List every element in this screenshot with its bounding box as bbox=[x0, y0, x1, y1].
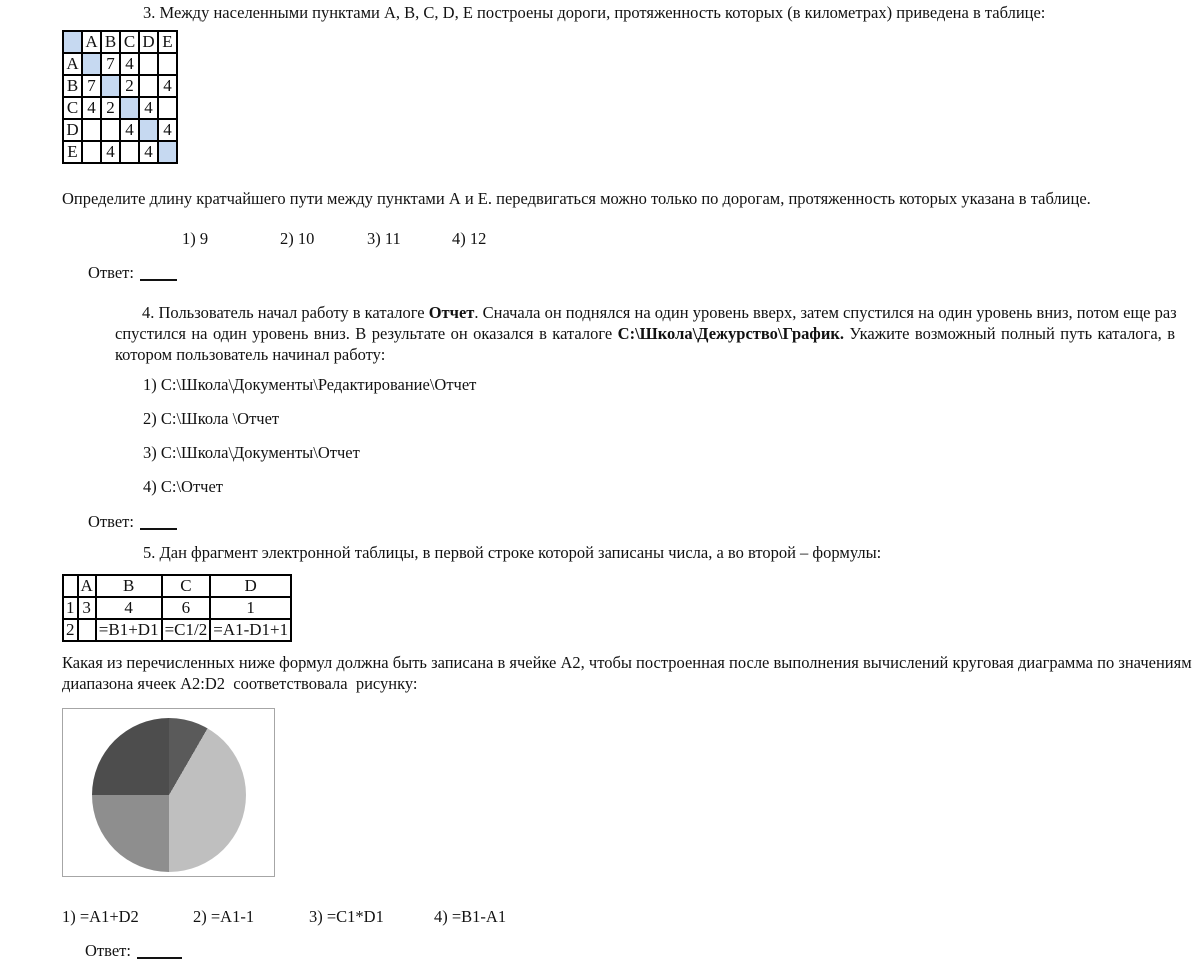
row-header: D bbox=[63, 119, 82, 141]
distance-cell: 7 bbox=[82, 75, 101, 97]
answer-label: Ответ: bbox=[88, 512, 134, 531]
q4-text: Укажите возможный полный путь каталога, в bbox=[843, 324, 1176, 343]
distance-cell: 4 bbox=[158, 75, 177, 97]
q4-text: . Сначала он поднялся на один уровень вверх, затем спустился на один уровень вниз, потом еще раз bbox=[474, 303, 1177, 322]
distance-cell bbox=[101, 119, 120, 141]
sheet-cell bbox=[78, 619, 96, 641]
distance-cell: 7 bbox=[101, 53, 120, 75]
answer-label: Ответ: bbox=[88, 263, 134, 282]
distance-cell bbox=[158, 97, 177, 119]
pie-chart bbox=[92, 718, 246, 872]
col-header: C bbox=[120, 31, 139, 53]
distance-cell: 4 bbox=[101, 141, 120, 163]
distance-cell: 4 bbox=[120, 119, 139, 141]
distance-cell: 4 bbox=[139, 141, 158, 163]
q3-option-2: 2) 10 bbox=[280, 229, 315, 248]
q3-option-4: 4) 12 bbox=[452, 229, 487, 248]
distance-cell: 4 bbox=[120, 53, 139, 75]
table-row bbox=[63, 53, 177, 75]
col-header: D bbox=[139, 31, 158, 53]
q4-bold-path: C:\Школа\Дежурство\График. bbox=[617, 324, 844, 343]
sheet-cell: 1 bbox=[210, 597, 291, 619]
distance-cell bbox=[101, 75, 120, 97]
q3-title: 3. Между населенными пунктами A, B, C, D, E построены дороги, протяженность которых (в километрах) приведена в таблице: bbox=[143, 3, 1046, 22]
spreadsheet-table bbox=[62, 574, 292, 642]
q3-question: Определите длину кратчайшего пути между пунктами А и Е. передвигаться можно только по дорогам, протяженность которых указана в таблице. bbox=[62, 189, 1091, 208]
answer-blank bbox=[140, 268, 177, 281]
table-row bbox=[63, 141, 177, 163]
row-header: C bbox=[63, 97, 82, 119]
row-header: 2 bbox=[63, 619, 78, 641]
distance-cell bbox=[82, 53, 101, 75]
distance-cell bbox=[139, 53, 158, 75]
q4-option-1: 1) C:\Школа\Документы\Редактирование\Отчет bbox=[143, 375, 477, 394]
table-row bbox=[63, 97, 177, 119]
distance-table-corner bbox=[63, 31, 82, 53]
distance-cell: 4 bbox=[139, 97, 158, 119]
table-row bbox=[63, 31, 177, 53]
answer-blank bbox=[140, 517, 177, 530]
sheet-cell: 4 bbox=[96, 597, 162, 619]
sheet-corner bbox=[63, 575, 78, 597]
q4-answer-line bbox=[88, 512, 177, 532]
distance-cell bbox=[139, 75, 158, 97]
distance-cell: 2 bbox=[101, 97, 120, 119]
q4-paragraph-line1 bbox=[115, 302, 1175, 323]
distance-cell bbox=[158, 141, 177, 163]
distance-cell bbox=[120, 97, 139, 119]
q3-answer-line bbox=[88, 263, 177, 283]
sheet-cell: 6 bbox=[162, 597, 211, 619]
table-row bbox=[63, 575, 291, 597]
col-header: C bbox=[162, 575, 211, 597]
answer-label: Ответ: bbox=[85, 941, 131, 960]
sheet-cell: 3 bbox=[78, 597, 96, 619]
distance-cell: 4 bbox=[158, 119, 177, 141]
q3-option-3: 3) 11 bbox=[367, 229, 401, 248]
q4-paragraph-line2 bbox=[115, 323, 1175, 344]
sheet-cell: =C1/2 bbox=[162, 619, 211, 641]
col-header: A bbox=[82, 31, 101, 53]
distance-cell bbox=[139, 119, 158, 141]
distance-cell bbox=[82, 141, 101, 163]
q3-option-1: 1) 9 bbox=[182, 229, 209, 248]
q5-question-line1: Какая из перечисленных ниже формул должна быть записана в ячейке А2, чтобы построенная после выполнения вычислений круговая диаграмма по значениям bbox=[62, 653, 1192, 672]
col-header: D bbox=[210, 575, 291, 597]
q5-question bbox=[62, 652, 1192, 694]
q4-option-4: 4) C:\Отчет bbox=[143, 477, 224, 496]
sheet-cell: =A1-D1+1 bbox=[210, 619, 291, 641]
q5-option-2: 2) =A1-1 bbox=[193, 907, 255, 926]
q4-text: спустился на один уровень вниз. В результате он оказался в каталоге bbox=[115, 324, 618, 343]
table-row bbox=[63, 619, 291, 641]
q5-title: 5. Дан фрагмент электронной таблицы, в первой строке которой записаны числа, а во второй – формулы: bbox=[143, 543, 882, 562]
table-row bbox=[63, 119, 177, 141]
q5-option-3: 3) =C1*D1 bbox=[309, 907, 384, 926]
q5-question-line2: диапазона ячеек А2:D2 соответствовала рисунку: bbox=[62, 674, 418, 693]
table-row bbox=[63, 597, 291, 619]
row-header: E bbox=[63, 141, 82, 163]
q4-option-3: 3) C:\Школа\Документы\Отчет bbox=[143, 443, 360, 462]
row-header: B bbox=[63, 75, 82, 97]
sheet-cell: =B1+D1 bbox=[96, 619, 162, 641]
q4-bold-dirname: Отчет bbox=[428, 303, 475, 322]
distance-cell bbox=[82, 119, 101, 141]
q4-option-2: 2) C:\Школа \Отчет bbox=[143, 409, 280, 428]
distance-cell bbox=[120, 141, 139, 163]
col-header: A bbox=[78, 575, 96, 597]
q4-text: 4. Пользователь начал работу в каталоге bbox=[142, 303, 429, 322]
answer-blank bbox=[137, 946, 182, 959]
distance-cell bbox=[158, 53, 177, 75]
q4-paragraph-line3: котором пользователь начинал работу: bbox=[115, 345, 386, 364]
q4-paragraph bbox=[115, 302, 1175, 365]
row-header: A bbox=[63, 53, 82, 75]
col-header: B bbox=[96, 575, 162, 597]
row-header: 1 bbox=[63, 597, 78, 619]
q5-option-4: 4) =B1-A1 bbox=[434, 907, 507, 926]
pie-chart-frame bbox=[62, 708, 275, 877]
distance-cell: 2 bbox=[120, 75, 139, 97]
q5-option-1: 1) =A1+D2 bbox=[62, 907, 139, 926]
distance-table bbox=[62, 30, 178, 164]
table-row bbox=[63, 75, 177, 97]
q5-answer-line bbox=[85, 941, 182, 961]
col-header: E bbox=[158, 31, 177, 53]
distance-cell: 4 bbox=[82, 97, 101, 119]
col-header: B bbox=[101, 31, 120, 53]
